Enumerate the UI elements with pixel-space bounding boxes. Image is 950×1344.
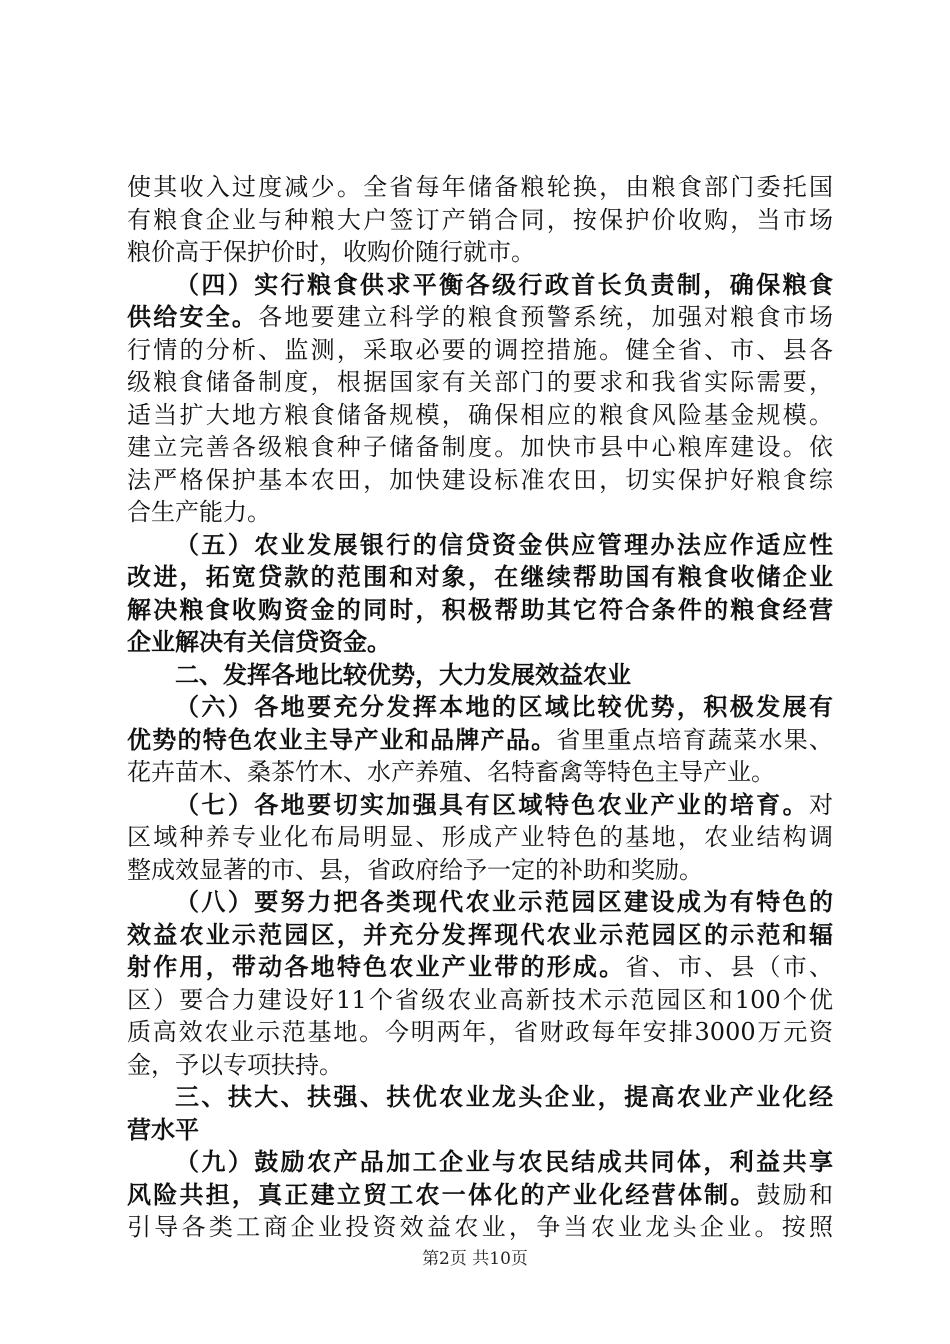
text-line: 风险共担，真正建立贸工农一体化的产业化经营体制。鼓励和 — [127, 1179, 834, 1209]
text-line: 使其收入过度减少。全省每年储备粮轮换，由粮食部门委托国 — [127, 173, 833, 201]
section-heading-seven: （七）各地要切实加强具有区域特色农业产业的培育。对 — [175, 789, 833, 819]
text-line: 效益农业示范园区，并充分发挥现代农业示范园区的示范和辐 — [127, 919, 833, 949]
text-line: 有粮食企业与种粮大户签订产销合同，按保护价收购，当市场 — [127, 205, 833, 234]
section-heading-five: （五）农业发展银行的信贷资金供应管理办法应作适应性 — [175, 529, 833, 559]
page-number-footer: 第2页 共10页 — [422, 1249, 528, 1269]
chapter-heading-two: 二、发挥各地比较优势，大力发展效益农业 — [175, 659, 631, 689]
text-line: 行情的分析、监测，采取必要的调控措施。健全省、市、县各 — [127, 335, 833, 364]
text-line: 引导各类工商企业投资效益农业，争当农业龙头企业。按照 — [127, 1213, 833, 1241]
text-line: 质高效农业示范基地。今明两年，省财政每年安排3000万元资 — [127, 1018, 833, 1046]
text-line: 合生产能力。 — [127, 498, 271, 526]
chapter-heading-three-cont: 营水平 — [127, 1114, 199, 1144]
text-line: 区）要合力建设好11个省级农业高新技术示范园区和100个优 — [127, 985, 833, 1014]
text-line: 区域种养专业化布局明显、形成产业特色的基地，农业结构调 — [127, 823, 833, 851]
text-line: 粮价高于保护价时，收购价随行就市。 — [127, 238, 535, 266]
text-line: 射作用，带动各地特色农业产业带的形成。省、市、县（市、 — [127, 952, 834, 981]
text-line: 供给安全。各地要建立科学的粮食预警系统，加强对粮食市场 — [127, 302, 834, 331]
text-line: 改进，拓宽贷款的范围和对象，在继续帮助国有粮食收储企业 — [127, 562, 833, 591]
text-line: 整成效显著的市、县，省政府给予一定的补助和奖励。 — [127, 855, 703, 884]
text-line: 花卉苗木、桑茶竹木、水产养殖、名特畜禽等特色主导产业。 — [127, 758, 775, 786]
section-heading-nine: （九）鼓励农产品加工企业与农民结成共同体，利益共享 — [175, 1147, 833, 1176]
text-line: 企业解决有关信贷资金。 — [127, 627, 391, 656]
document-body — [127, 171, 833, 1244]
text-line: 法严格保护基本农田，加快建设标准农田，切实保护好粮食综 — [127, 465, 833, 494]
text-line: 金，予以专项扶持。 — [127, 1050, 343, 1079]
section-heading-four: （四）实行粮食供求平衡各级行政首长负责制，确保粮食 — [175, 269, 833, 299]
section-heading-six: （六）各地要充分发挥本地的区域比较优势，积极发展有 — [175, 692, 833, 721]
text-line: 适当扩大地方粮食储备规模，确保相应的粮食风险基金规模。 — [127, 400, 833, 429]
text-line: 优势的特色农业主导产业和品牌产品。省里重点培育蔬菜水果、 — [127, 724, 833, 754]
section-heading-eight: （八）要努力把各类现代农业示范园区建设成为有特色的 — [175, 887, 833, 916]
text-line: 级粮食储备制度，根据国家有关部门的要求和我省实际需要， — [127, 368, 833, 396]
chapter-heading-three: 三、扶大、扶强、扶优农业龙头企业，提高农业产业化经 — [175, 1082, 833, 1111]
text-line: 解决粮食收购资金的同时，积极帮助其它符合条件的粮食经营 — [127, 594, 833, 624]
text-line: 建立完善各级粮食种子储备制度。加快市县中心粮库建设。依 — [127, 433, 833, 461]
